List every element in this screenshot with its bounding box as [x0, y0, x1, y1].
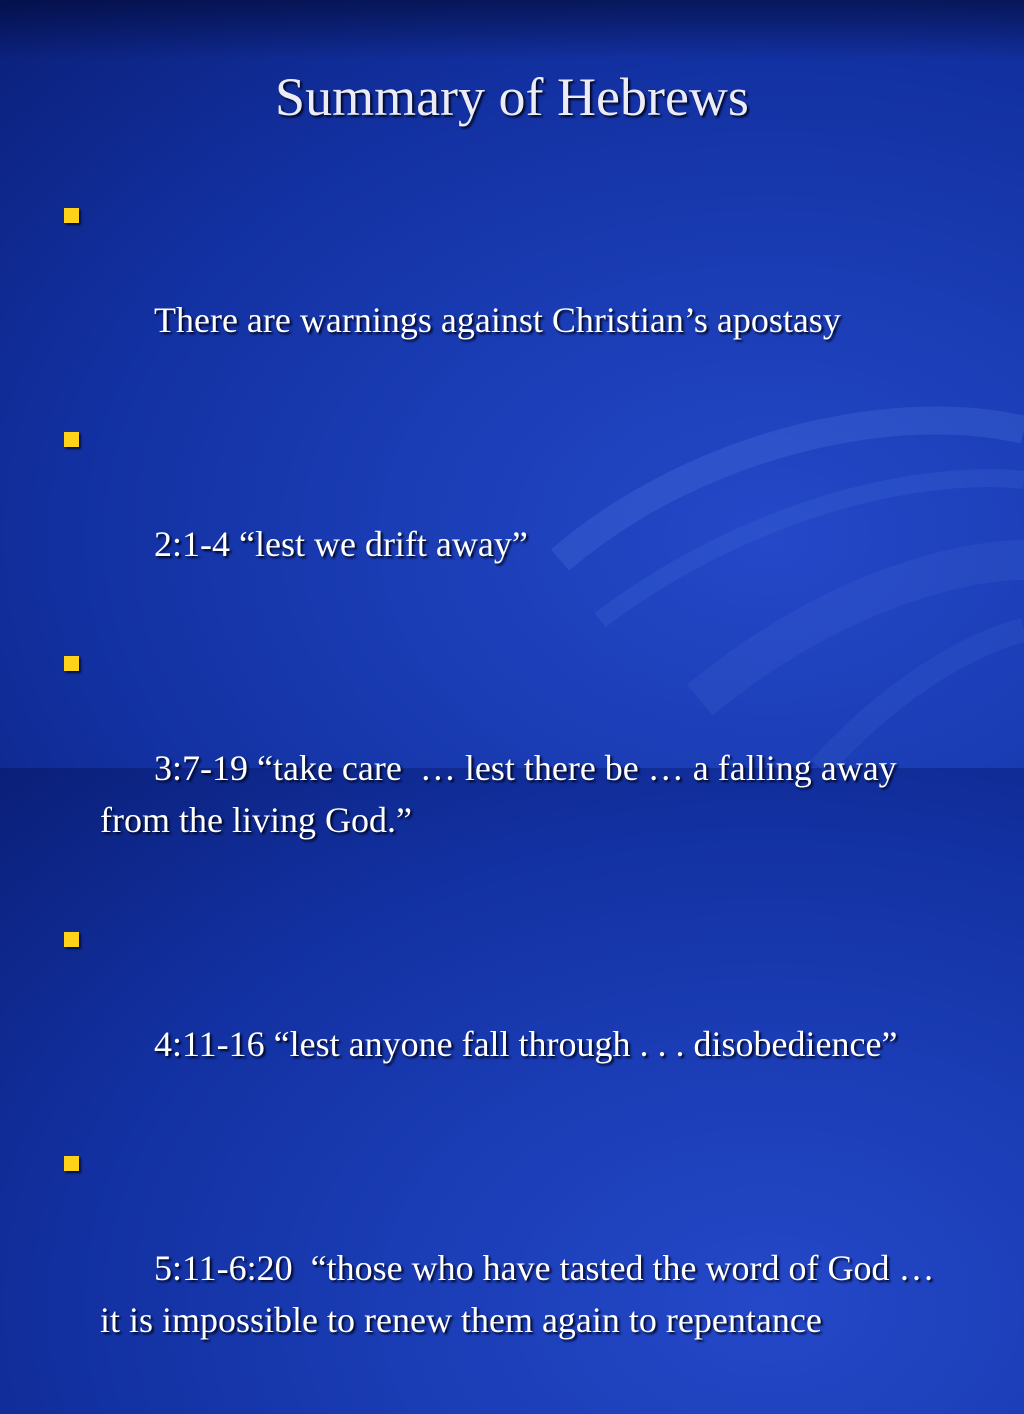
bullet-item	[62, 638, 962, 898]
bullet-item	[62, 1138, 962, 1398]
bullet-text: 5:11-6:20 “those who have tasted the word of God … it is impossible to renew them again to repentance	[100, 1248, 953, 1340]
bullet-text: 4:11-16 “lest anyone fall through . . . disobedience”	[154, 1024, 898, 1064]
square-bullet-icon	[64, 208, 79, 223]
bullet-item	[62, 914, 962, 1122]
square-bullet-icon	[64, 932, 79, 947]
square-bullet-icon	[64, 656, 79, 671]
bullet-text: 2:1-4 “lest we drift away”	[154, 524, 528, 564]
slide-title: Summary of Hebrews	[275, 67, 749, 127]
bullet-text: 3:7-19 “take care … lest there be … a falling away from the living God.”	[100, 748, 906, 840]
bullet-item	[62, 190, 962, 398]
square-bullet-icon	[64, 432, 79, 447]
square-bullet-icon	[64, 1156, 79, 1171]
bullet-list	[62, 190, 962, 1414]
bullet-text: There are warnings against Christian’s apostasy	[154, 300, 841, 340]
bullet-item	[62, 414, 962, 622]
